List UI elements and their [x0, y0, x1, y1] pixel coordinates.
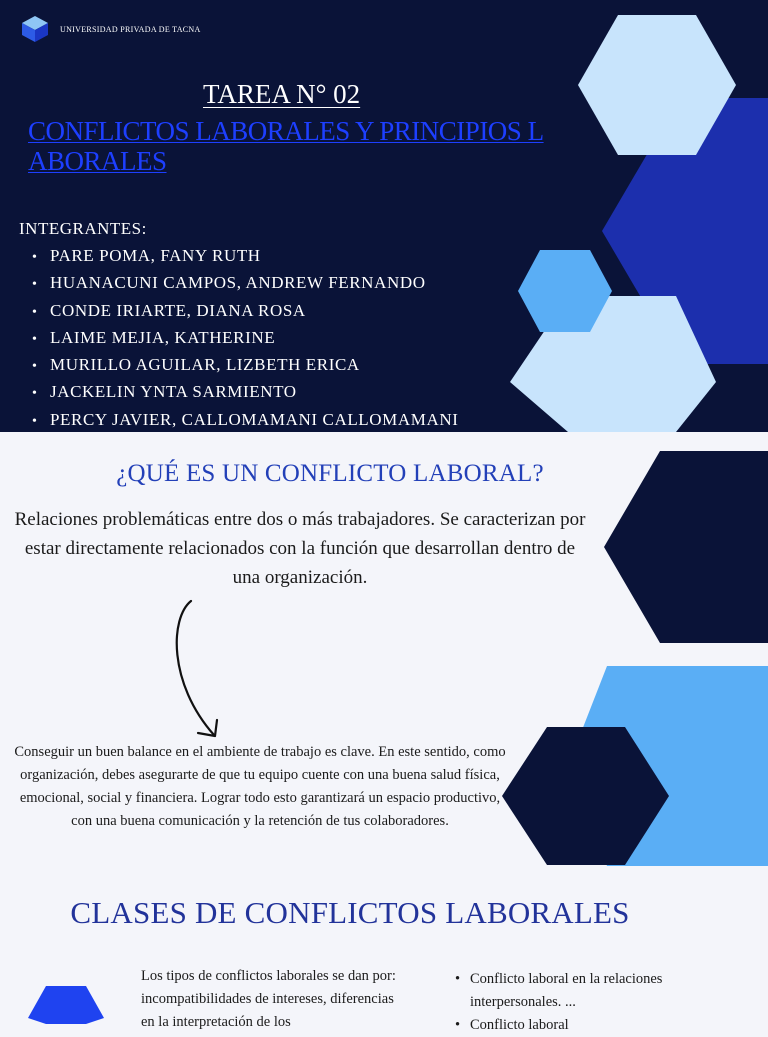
definition-text: Relaciones problemáticas entre dos o más trabajadores. Se caracterizan por estar directamente relacionados con la función que desarrollan dentro de una organización.	[14, 509, 586, 588]
university-name: UNIVERSIDAD PRIVADA DE TACNA	[60, 25, 201, 34]
balance-paragraph: Conseguir un buen balance en el ambiente de trabajo es clave. En este sentido, como organización, debes asegurarte de que tu equipo cuente con una buena salud física, emocional, social y financiera. Lograr todo esto garantizará un espacio productivo, con una buena comunicación y la retención de tus colaboradores.	[14, 744, 506, 829]
section-heading-what-is: ¿QUÉ ES UN CONFLICTO LABORAL?	[116, 460, 544, 487]
bright-blue-hexagon-bottom-left	[28, 986, 104, 1024]
list-item: • PARE POMA, FANY RUTH	[32, 243, 459, 270]
section-heading-classes: CLASES DE CONFLICTOS LABORALES	[70, 895, 630, 930]
list-item: • HUANACUNI CAMPOS, ANDREW FERNANDO	[32, 270, 459, 297]
members-list	[32, 243, 459, 432]
curved-arrow-icon	[160, 598, 230, 743]
list-item: • Conflicto laboral	[455, 1014, 745, 1037]
list-item: • CONDE IRIARTE, DIANA ROSA	[32, 298, 459, 325]
list-item: • PERCY JAVIER, CALLOMAMANI CALLOMAMANI	[32, 407, 459, 432]
list-item: • LAIME MEJIA, KATHERINE	[32, 325, 459, 352]
classes-list	[455, 968, 745, 1037]
list-item: • JACKELIN YNTA SARMIENTO	[32, 379, 459, 406]
task-title: TAREA N° 02	[203, 79, 361, 109]
list-item: • MURILLO AGUILAR, LIZBETH ERICA	[32, 352, 459, 379]
members-label: INTEGRANTES:	[19, 219, 147, 238]
cube-logo-icon	[20, 15, 50, 43]
main-title: CONFLICTOS LABORALES Y PRINCIPIOS LABORALES	[28, 116, 544, 176]
classes-intro-text: Los tipos de conflictos laborales se dan por: incompatibilidades de intereses, diferencias en la interpretación de los	[141, 968, 396, 1030]
list-item: • Conflicto laboral en la relaciones interpersonales. ...	[455, 968, 745, 1014]
title-banner	[0, 0, 768, 432]
